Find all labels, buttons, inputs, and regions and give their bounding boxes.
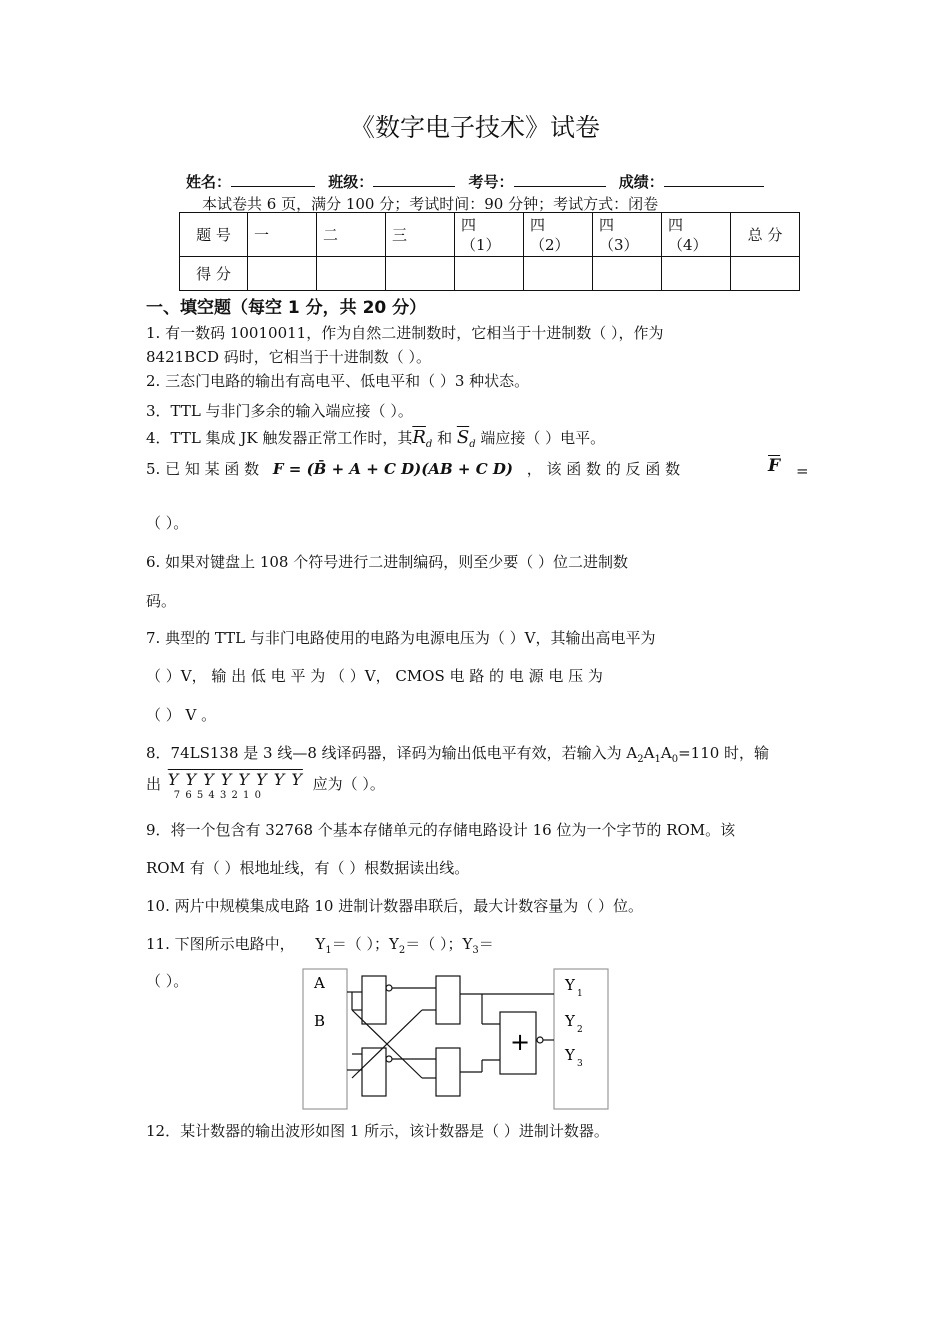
question-2: 2. 三态门电路的输出有高电平、低电平和（ ）3 种状态。	[146, 372, 530, 390]
question-1-line-2: 8421BCD 码时，它相当于十进制数（ ）。	[146, 348, 432, 366]
xor-symbol: +	[510, 1028, 531, 1056]
svg-text:2: 2	[577, 1025, 583, 1035]
svg-text:1: 1	[577, 989, 583, 999]
equals-sign: =	[796, 462, 809, 480]
question-9-line-2: ROM 有（ ）根地址线，有（ ）根数据读出线。	[146, 859, 470, 877]
question-7-line-3: （ ） V 。	[146, 706, 217, 724]
score-header-cell: 一	[248, 213, 317, 257]
decoder-output-indices: 7 6 5 4 3 2 1 0	[173, 790, 262, 801]
score-header-cell: 四 （2）	[524, 213, 593, 257]
output-y3-label: Y	[565, 1046, 575, 1064]
question-11-line-1: 11. 下图所示电路中， $Y_1=$（ ）；$Y_2=$（ ）；$Y_3=$	[146, 935, 494, 956]
decoder-outputs: Y Y Y Y Y Y Y Y	[167, 770, 303, 789]
question-12: 12．某计数器的输出波形如图 1 所示，该计数器是（ ）进制计数器。	[146, 1122, 609, 1140]
score-header-cell: 四 （4）	[662, 213, 731, 257]
input-frame	[303, 969, 347, 1109]
name-label: 姓名：	[186, 173, 232, 191]
inverter-bubble	[537, 1037, 543, 1043]
gate-4	[436, 1048, 460, 1096]
score-header-cell: 四 （1）	[455, 213, 524, 257]
student-info	[186, 171, 764, 192]
question-6-line-1: 6. 如果对键盘上 108 个符号进行二进制编码，则至少要（ ）位二进制数	[146, 553, 629, 571]
score-cell[interactable]	[524, 257, 593, 291]
question-6-line-2: 码。	[146, 592, 177, 610]
score-header-cell: 二	[317, 213, 386, 257]
output-y2-label: Y	[565, 1012, 575, 1030]
question-8-line-2: 出 Y Y Y Y Y Y Y Y 7 6 5 4 3 2 1 0 应为（ ）。	[146, 770, 385, 801]
score-header-cell: 题 号	[180, 213, 248, 257]
score-header-cell: 三	[386, 213, 455, 257]
score-cell[interactable]	[386, 257, 455, 291]
input-b-label: B	[314, 1012, 326, 1030]
class-label: 班级：	[328, 173, 374, 191]
score-field	[664, 171, 764, 187]
gate-1	[362, 976, 386, 1024]
page-title: 《数字电子技术》试卷	[349, 113, 600, 142]
function-formula: F = (B̄ + A + C D)(AB + C D)	[272, 460, 513, 478]
question-8-line-1: 8．74LS138 是 3 线—8 线译码器，译码为输出低电平有效，若输入为 $A_2A_1A_0=110$ 时，输	[146, 744, 770, 765]
output-y1-label: Y	[565, 976, 575, 994]
id-label: 考号：	[468, 173, 514, 191]
score-cell[interactable]	[248, 257, 317, 291]
score-header-cell: 总 分	[731, 213, 800, 257]
score-cell[interactable]	[662, 257, 731, 291]
question-10: 10. 两片中规模集成电路 10 进制计数器串联后，最大计数容量为（ ）位。	[146, 897, 644, 915]
question-7-line-1: 7. 典型的 TTL 与非门电路使用的电路为电源电压为（ ）V，其输出高电平为	[146, 629, 656, 647]
question-5-line-1: 5. 已 知 某 函 数 F = (B̄ + A + C D)(AB + C D) ， 该 函 数 的 反 函 数	[146, 460, 681, 478]
exam-instructions: 本试卷共 6 页，满分 100 分；考试时间：90 分钟；考试方式：闭卷	[202, 195, 659, 213]
gate-3	[362, 1048, 386, 1096]
name-field	[231, 171, 315, 187]
input-a-label: A	[314, 974, 325, 992]
score-row-label: 得 分	[180, 257, 248, 291]
question-9-line-1: 9．将一个包含有 32768 个基本存储单元的存储电路设计 16 位为一个字节的 ROM。该	[146, 821, 736, 839]
score-table	[179, 212, 800, 291]
gate-2	[436, 976, 460, 1024]
section-heading: 一、填空题（每空 1 分，共 20 分）	[146, 298, 427, 318]
inverter-bubble	[386, 1056, 392, 1062]
score-cell[interactable]	[455, 257, 524, 291]
question-11-line-2: （ ）。	[146, 972, 189, 990]
question-4: 4．TTL 集成 JK 触发器正常工作时，其$\overline{R}_d$ 和 $\overline{S}_d$ 端应接（ ）电平。	[146, 427, 606, 450]
question-5-line-2: （ ）。	[146, 514, 189, 532]
score-cell[interactable]	[593, 257, 662, 291]
question-1-line-1: 1. 有一数码 10010011，作为自然二进制数时，它相当于十进制数（ ），作为	[146, 324, 664, 342]
score-label: 成绩：	[618, 173, 664, 191]
svg-text:3: 3	[577, 1059, 583, 1069]
question-7-line-2: （ ）V， 输 出 低 电 平 为 （ ）V， CMOS 电 路 的 电 源 电 压 为	[146, 667, 603, 685]
inverse-function-symbol: $\overline{F}$	[768, 456, 781, 476]
score-cell[interactable]	[731, 257, 800, 291]
id-field	[514, 171, 606, 187]
inverter-bubble	[386, 985, 392, 991]
logic-circuit-diagram	[300, 966, 610, 1112]
score-header-cell: 四 （3）	[593, 213, 662, 257]
question-3: 3．TTL 与非门多余的输入端应接（ ）。	[146, 402, 413, 420]
score-cell[interactable]	[317, 257, 386, 291]
class-field	[373, 171, 455, 187]
